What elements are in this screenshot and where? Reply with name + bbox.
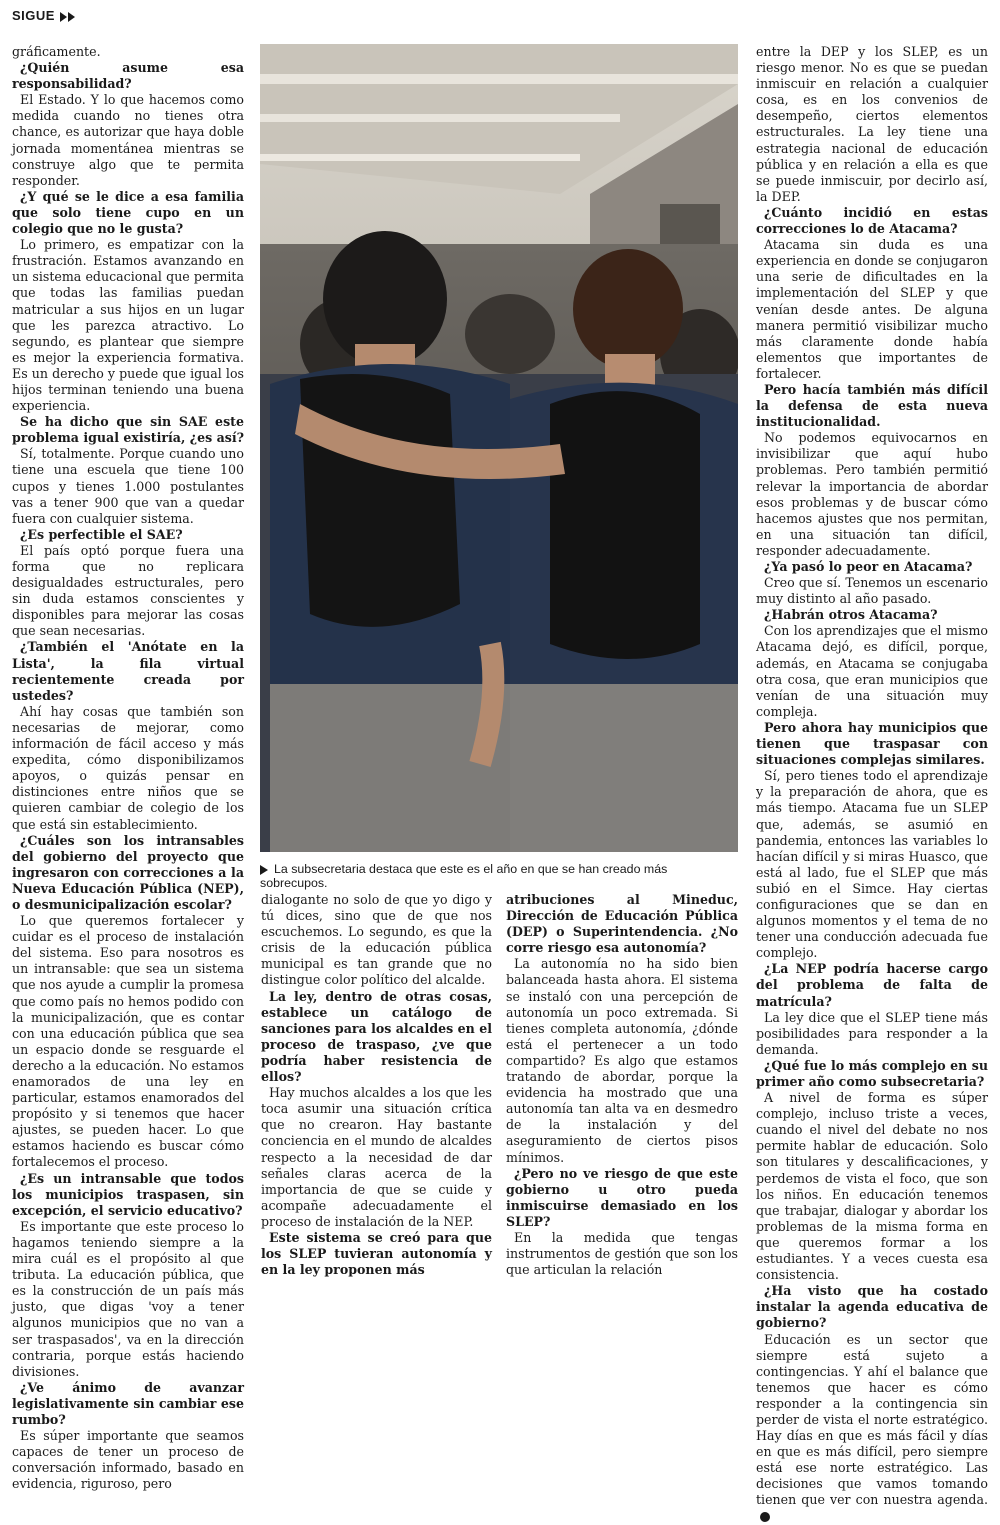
- paragraph-text: Hay muchos alcaldes a los que les toca asumir una situación crítica que no crearon. Hay bastante conciencia en el mundo de alcaldes respecto a la necesidad de dar señales claras acerca de la importancia de que se cuide y acompañe adecuadamente el proceso de instalación de la NEP.: [261, 1085, 492, 1229]
- caption-text: La subsecretaria destaca que este es el año en que se han creado más sobrecupos.: [260, 862, 668, 890]
- paragraph-text: Pero ahora hay municipios que tienen que traspasar con situaciones complejas similares.: [756, 719, 988, 768]
- interview-question: [261, 989, 492, 1086]
- interview-answer: [756, 1010, 988, 1058]
- paragraph-text: ¿Cuánto incidió en estas correcciones lo de Atacama?: [756, 204, 988, 237]
- paragraph-text: Con los aprendizajes que el mismo Atacama dejó, es difícil, porque, además, en Atacama se conjugaba otra cosa, que eran municipios que venían de una situación muy compleja.: [756, 623, 988, 719]
- paragraph-text: ¿Habrán otros Atacama?: [764, 607, 938, 623]
- interview-question: [756, 1283, 988, 1331]
- paragraph-text: ¿Es un intransable que todos los municipios traspasen, sin excepción, el servicio educativo?: [12, 1170, 244, 1218]
- paragraph-text: ¿Ha visto que ha costado instalar la agenda educativa de gobierno?: [756, 1283, 988, 1331]
- interview-answer: [756, 44, 988, 205]
- continued-label: SIGUE: [12, 8, 55, 23]
- article-column-2: [261, 892, 492, 1278]
- interview-question: [756, 559, 988, 575]
- paragraph-text: No podemos equivocarnos en invisibilizar que aquí hubo problemas. Pero también permitió relevar la importancia de abordar esos problemas y de buscar cómo hacemos ajustes que nos permitan, en una situación tan difícil, responder adecuadamente.: [756, 430, 988, 558]
- paragraph-text: ¿Quién asume esa responsabilidad?: [12, 60, 244, 92]
- interview-answer: [12, 704, 244, 833]
- paragraph-text: Pero hacía también más difícil la defensa de esta nueva institucionalidad.: [756, 381, 988, 430]
- interview-question: [12, 1380, 244, 1428]
- paragraph-text: Es importante que este proceso lo hagamos teniendo siempre a la mira cuál es el propósito al que tributa. La educación pública, que es la construcción de un país más justo, que digas 'voy a tener algunos municipios que no van a ser traspasados', va en la dirección contraria, porque estás haciendo divisiones.: [12, 1218, 244, 1379]
- article-column-3: [506, 892, 738, 1278]
- interview-question: [506, 1166, 738, 1230]
- article-column-1: [12, 44, 244, 1492]
- interview-question: [12, 60, 244, 92]
- paragraph-text: ¿Y qué se le dice a esa familia que solo tiene cupo en un colegio que no le gusta?: [12, 188, 244, 237]
- paragraph-text: Educación es un sector que siempre está sujeto a contingencias. Y ahí el balance que tenemos que hacer es cómo responder a la contingencia sin perder de vista el norte estratégico. Hay días en que es más fácil y días en que es más difícil, pero siempre está ese norte estratégico. Las decisiones que vamos tomando tienen que ver con nuestra agenda.: [756, 1331, 988, 1508]
- paragraph-text: ¿Ya pasó lo peor en Atacama?: [764, 559, 973, 574]
- interview-answer: [756, 1332, 988, 1525]
- interview-question: [756, 720, 988, 768]
- interview-answer: [12, 543, 244, 640]
- paragraph-text: A nivel de forma es súper complejo, incluso triste a veces, cuando el nivel del debate no nos permite hablar de educación. Solo son titulares y descalificaciones, y perdemos de vista el foco, que son los niños. En educación tenemos que trabajar, dialogar y abordar los problemas de la misma forma en que queremos formar a los estudiantes. Y a veces cuesta esa consistencia.: [756, 1090, 988, 1283]
- interview-question: [12, 527, 244, 543]
- paragraph-text: Ahí hay cosas que también son necesarias de mejorar, como información de fácil acceso y más expedita, cómo disponibilizamos apoyos, o quizás pensar en distinciones entre niños que se quieren cambiar de colegio de los que está sin establecimiento.: [12, 703, 244, 832]
- paragraph-text: La autonomía no ha sido bien balanceada hasta ahora. El sistema se instaló con una percepción de autonomía un poco extremada. Si tienes completa autonomía, ¿dónde está el pertenecer a un todo compartido? Es algo que estamos tratando de abordar, porque la evidencia ha mostrado que una autonomía tan alta va en desmedro de la instalación y del aseguramiento de ciertos pisos mínimos.: [506, 956, 738, 1165]
- interview-answer: [756, 575, 988, 607]
- interview-answer: [12, 92, 244, 189]
- paragraph-text: Este sistema se creó para que los SLEP tuvieran autonomía y en la ley proponen más: [261, 1229, 492, 1278]
- interview-question: [12, 414, 244, 446]
- paragraph-text: ¿Pero no ve riesgo de que este gobierno u otro pueda inmiscuirse demasiado en los SLEP?: [506, 1165, 738, 1229]
- paragraph-text: ¿Cuáles son los intransables del gobierno del proyecto que ingresaron con correcciones a la Nueva Educación Pública (NEP), o desmunicipalización escolar?: [12, 832, 244, 912]
- interview-question: [756, 382, 988, 430]
- interview-answer: [756, 1090, 988, 1283]
- paragraph-text: ¿También el 'Anótate en la Lista', la fila virtual recientemente creada por ustedes?: [12, 639, 244, 703]
- paragraph-text: Sí, pero tienes todo el aprendizaje y la preparación de ahora, que es más tiempo. Atacama fue un SLEP que, además, se asumió en pandemia, entonces las variables lo hacían difícil y si miras Huasco, que está al lado, fue el SLEP que más subió en el Simce. Hay ciertas configuraciones que se dan en algunos momentos y el tema de no tener una conducción adecuada fue complejo.: [756, 768, 988, 961]
- paragraph-text: Lo que queremos fortalecer y cuidar es el proceso de instalación del sistema. Eso para nosotros es un intransable: que sea un sistema que nos ayude a cumplir la promesa que como país no hemos podido con la municipalización, que es contar con una educación pública que sea un espacio donde se resguarde el derecho a la educación. No estamos enamorados de una ley en particular, estamos enamorados del propósito y si tenemos que hacer ajustes, se pueden hacer. Lo que estamos haciendo es buscar cómo fortalecemos el proceso.: [12, 913, 244, 1170]
- paragraph-text: ¿La NEP podría hacerse cargo del problema de falta de matrícula?: [756, 961, 988, 1009]
- paragraph-text: La ley dice que el SLEP tiene más posibilidades para responder a la demanda.: [756, 1009, 988, 1057]
- paragraph-text: Se ha dicho que sin SAE este problema igual existiría, ¿es así?: [12, 414, 245, 446]
- interview-answer: [12, 1219, 244, 1380]
- interview-question: [261, 1230, 492, 1278]
- double-arrow-icon: [59, 8, 75, 23]
- interview-answer: [261, 892, 492, 989]
- photo-caption: [260, 862, 738, 890]
- paragraph-text: El Estado. Y lo que hacemos como medida cuando no tienes otra chance, es autorizar que haya doble jornada momentánea mientras se construye algo que te permita responder.: [12, 92, 244, 188]
- paragraph-text: gráficamente.: [12, 44, 101, 59]
- paragraph-text: ¿Es perfectible el SAE?: [20, 526, 183, 542]
- continued-marker: [12, 8, 75, 23]
- paragraph-text: La ley, dentro de otras cosas, establece un catálogo de sanciones para los alcaldes en el proceso de traspaso, ¿ve que podría haber resistencia de ellos?: [261, 988, 492, 1085]
- students-photo-illustration: [260, 44, 738, 852]
- paragraph-text: El país optó porque fuera una forma que no replicara desigualdades estructurales, pero sin duda estamos conscientes y disponibles para mejorar las cosas que sean necesarias.: [12, 542, 244, 639]
- interview-question: [756, 607, 988, 623]
- paragraph-text: entre la DEP y los SLEP, es un riesgo menor. No es que se puedan inmiscuir en relación a cualquier cosa, es en los convenios de desempeño, ciertos elementos estructurales. La ley tiene una estrategia nacional de educación pública y en relación a ella es que se puede inmiscuir, por decirlo así, la DEP.: [756, 44, 988, 204]
- paragraph-text: Sí, totalmente. Porque cuando uno tiene una escuela que tiene 100 cupos y tienes 1.000 postulantes vas a tener 900 que van a quedar fuera con cualquier sistema.: [12, 446, 244, 526]
- paragraph-text: atribuciones al Mineduc, Dirección de Educación Pública (DEP) o Superintendencia. ¿No corre riesgo esa autonomía?: [506, 892, 738, 956]
- paragraph-text: Creo que sí. Tenemos un escenario muy distinto al año pasado.: [756, 575, 988, 607]
- interview-question: [12, 189, 244, 237]
- article-photo: [260, 44, 738, 852]
- interview-answer: [12, 44, 244, 60]
- interview-answer: [756, 237, 988, 382]
- interview-question: [756, 205, 988, 237]
- interview-answer: [12, 446, 244, 526]
- interview-question: [12, 639, 244, 703]
- end-of-article-icon: [760, 1512, 770, 1522]
- paragraph-text: En la medida que tengas instrumentos de gestión que son los que articulan la relación: [506, 1229, 738, 1278]
- caption-arrow-icon: [260, 865, 268, 875]
- interview-answer: [506, 1230, 738, 1278]
- interview-answer: [12, 1428, 244, 1492]
- interview-question: [12, 833, 244, 913]
- interview-question: [12, 1171, 244, 1219]
- interview-answer: [506, 956, 738, 1165]
- interview-question: [506, 892, 738, 956]
- interview-answer: [261, 1085, 492, 1230]
- paragraph-text: Lo primero, es empatizar con la frustración. Estamos avanzando en un sistema educacional que permita que todas las familias puedan matricular a sus hijos en un lugar que les parezca atractivo. Lo segundo, es plantear que siempre es mejor la experiencia formativa. Es un derecho y puede que igual los hijos terminan teniendo una buena experiencia.: [12, 237, 244, 414]
- paragraph-text: dialogante no solo de que yo digo y tú dices, sino que de que nos escuchemos. Lo segundo, es que la crisis de la educación pública municipal es tan grande que no distingue color político del alcalde.: [261, 892, 492, 988]
- interview-question: [756, 1058, 988, 1090]
- article-column-4: [756, 44, 988, 1525]
- interview-answer: [756, 430, 988, 559]
- interview-answer: [12, 913, 244, 1171]
- paragraph-text: Es súper importante que seamos capaces de tener un proceso de conversación informado, basado en evidencia, riguroso, pero: [12, 1428, 244, 1492]
- paragraph-text: ¿Ve ánimo de avanzar legislativamente sin cambiar ese rumbo?: [12, 1379, 244, 1427]
- paragraph-text: ¿Qué fue lo más complejo en su primer año como subsecretaria?: [756, 1057, 988, 1089]
- interview-question: [756, 961, 988, 1009]
- paragraph-text: Atacama sin duda es una experiencia en donde se conjugaron una serie de dificultades en la implementación del SLEP y que venían desde antes. De alguna manera permitió visibilizar mucho más claramente donde había elementos que importantes de fortalecer.: [756, 237, 988, 381]
- interview-answer: [756, 768, 988, 961]
- interview-answer: [12, 237, 244, 414]
- interview-answer: [756, 623, 988, 720]
